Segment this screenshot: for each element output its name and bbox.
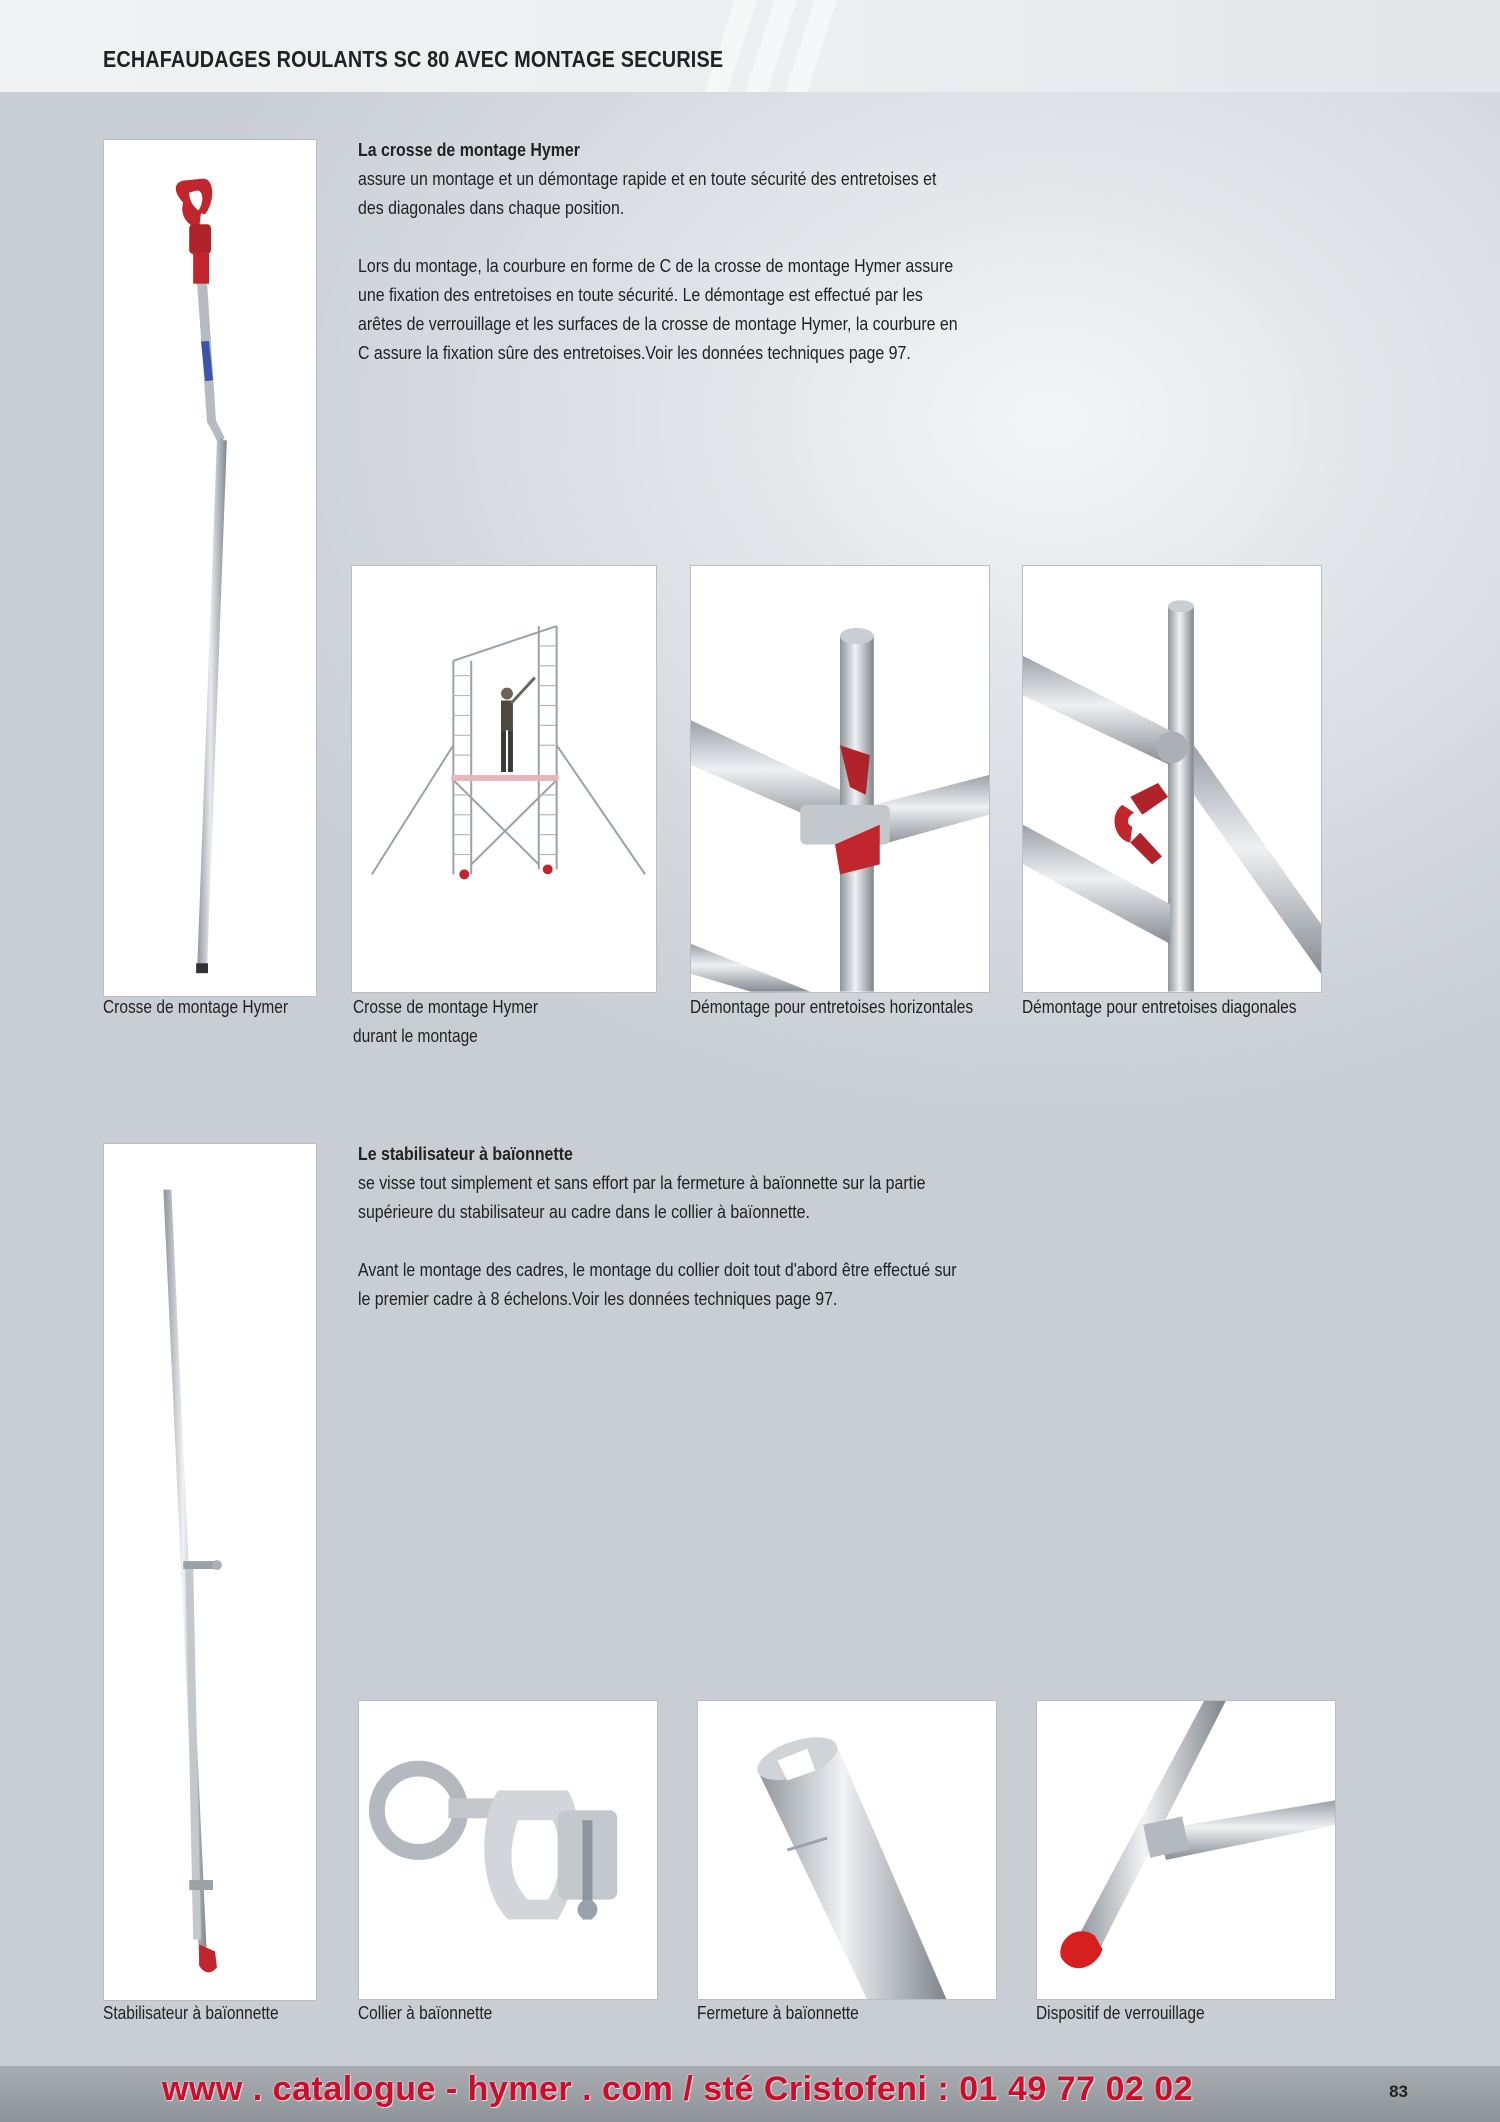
locking-device-illustration <box>1037 1701 1335 1999</box>
image-bayonet-collar <box>358 1700 658 2000</box>
hook-pole-illustration <box>104 140 316 996</box>
image-scaffold-assembly <box>351 565 657 993</box>
section1-paragraph1: assure un montage et un démontage rapide et en toute sécurité des entretoises et des diagonales dans chaque position. <box>358 168 937 218</box>
page-footer <box>0 2066 1500 2122</box>
section2-heading: Le stabilisateur à baïonnette <box>358 1143 573 1164</box>
page-title: ECHAFAUDAGES ROULANTS SC 80 AVEC MONTAGE SECURISE <box>103 46 724 72</box>
image-locking-device <box>1036 1700 1336 2000</box>
caption-bayonet-collar: Collier à baïonnette <box>358 2003 493 2023</box>
footer-website-link[interactable]: www . catalogue - hymer . com / sté Cristofeni : 01 49 77 02 02 <box>162 2070 1194 2108</box>
caption-diagonal-disassembly: Démontage pour entretoises diagonales <box>1022 997 1297 1017</box>
scaffold-assembly-illustration <box>352 566 656 992</box>
caption-scaffold-assembly-line1: Crosse de montage Hymer <box>353 997 538 1017</box>
diagonal-disassembly-illustration <box>1023 566 1321 992</box>
page-header <box>0 0 1500 92</box>
caption-hymer-hook-pole: Crosse de montage Hymer <box>103 997 288 1017</box>
section1-heading: La crosse de montage Hymer <box>358 139 580 160</box>
caption-horizontal-disassembly: Démontage pour entretoises horizontales <box>690 997 974 1017</box>
horizontal-disassembly-illustration <box>691 566 989 992</box>
bayonet-stabilizer-illustration <box>104 1144 316 2000</box>
section1-paragraph2: Lors du montage, la courbure en forme de C de la crosse de montage Hymer assure une fixation des entretoises en toute sécurité. Le démontage est effectué par les arêtes de verrouillage et les surfaces de la crosse de montage Hymer, la courbure en C assure la fixation sûre des entretoises.Voir les données techniques page 97. <box>358 255 958 363</box>
caption-locking-device: Dispositif de verrouillage <box>1036 2003 1205 2023</box>
page-number: 83 <box>1389 2082 1408 2101</box>
image-bayonet-closure <box>697 1700 997 2000</box>
section2-paragraph2: Avant le montage des cadres, le montage du collier doit tout d'abord être effectué sur le premier cadre à 8 échelons.Voir les données techniques page 97. <box>358 1259 957 1309</box>
image-horizontal-disassembly <box>690 565 990 993</box>
image-bayonet-stabilizer <box>103 1143 317 2001</box>
bayonet-collar-illustration <box>359 1701 657 1999</box>
section2-text <box>358 1139 960 1313</box>
caption-bayonet-stabilizer: Stabilisateur à baïonnette <box>103 2003 279 2023</box>
image-diagonal-disassembly <box>1022 565 1322 993</box>
caption-bayonet-closure: Fermeture à baïonnette <box>697 2003 859 2023</box>
section2-paragraph1: se visse tout simplement et sans effort par la fermeture à baïonnette sur la partie supérieure du stabilisateur au cadre dans le collier à baïonnette. <box>358 1172 926 1222</box>
caption-scaffold-assembly-line2: durant le montage <box>353 1026 478 1046</box>
bayonet-closure-illustration <box>698 1701 996 1999</box>
image-hymer-hook-pole <box>103 139 317 997</box>
section1-text <box>358 135 960 367</box>
